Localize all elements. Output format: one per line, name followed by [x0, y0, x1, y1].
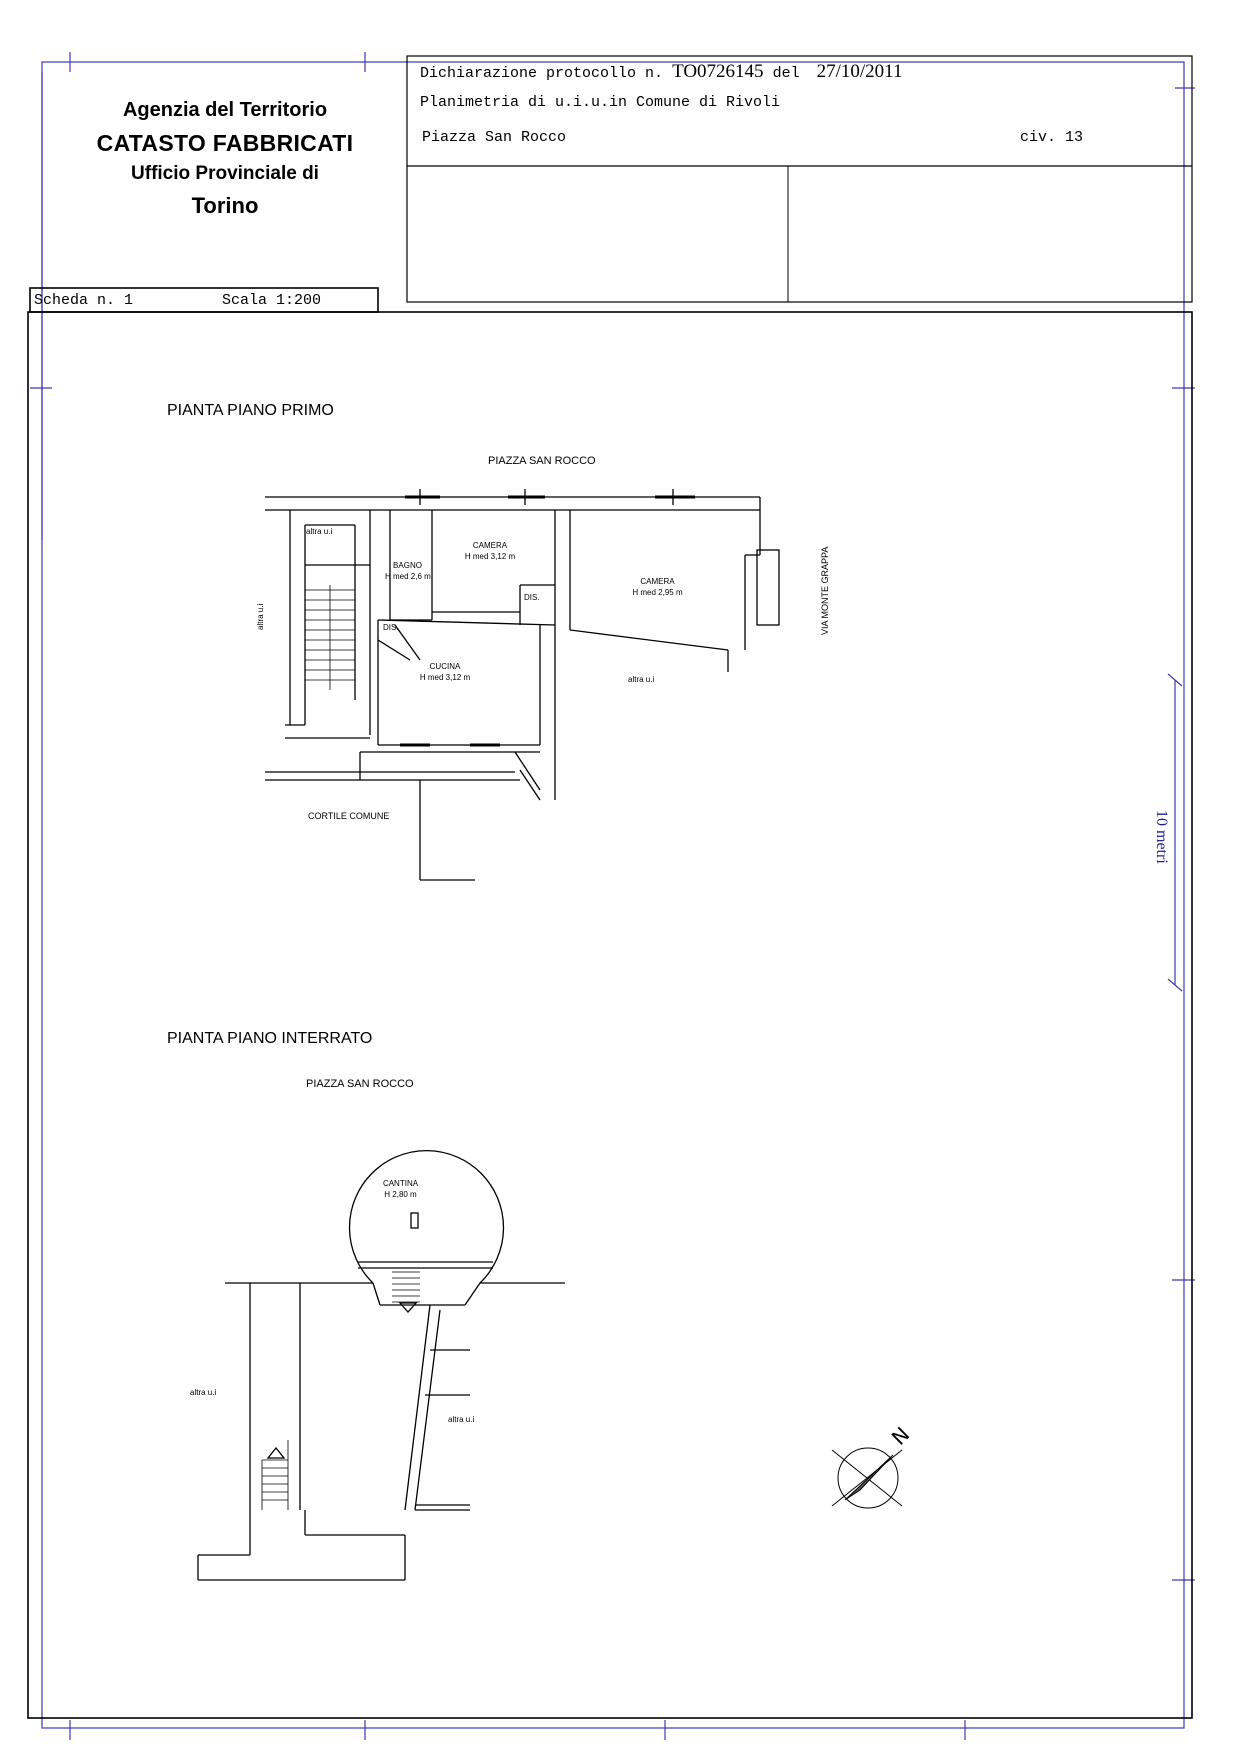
other-unit-label: altra u.i [448, 1415, 475, 1424]
basement-street-top: PIAZZA SAN ROCCO [306, 1078, 414, 1090]
room-cucina [410, 661, 480, 683]
plan-description: Planimetria di u.i.u.in Comune di Rivoli [420, 94, 781, 111]
first-floor-street-side: VIA MONTE GRAPPA [820, 546, 830, 635]
sheet-number: Scheda n. 1 [34, 292, 134, 309]
room-name: CAMERA [472, 541, 508, 550]
first-floor-courtyard: CORTILE COMUNE [308, 811, 390, 821]
other-unit-label: altra u.i [628, 675, 655, 684]
plan-civic-number: civ. 13 [1020, 129, 1084, 146]
declaration-line [420, 61, 902, 83]
declaration-number: TO0726145 [672, 61, 764, 82]
other-unit-label: altra u.i [190, 1388, 217, 1397]
north-arrow-label: N [886, 1422, 915, 1450]
other-unit-label: altra u.i [256, 603, 265, 630]
room-name: CUCINA [429, 662, 461, 671]
scale-bar-label: 10 metri [1153, 810, 1170, 864]
room-dis-1: DIS. [383, 623, 399, 632]
agency-name: Agenzia del Territorio [122, 99, 328, 121]
first-floor-street-top: PIAZZA SAN ROCCO [488, 455, 596, 467]
plan-address: Piazza San Rocco [422, 129, 567, 146]
other-unit-label: altra u.i [306, 527, 333, 536]
header-boxes [28, 56, 1192, 1718]
declaration-label: Dichiarazione protocollo n. [420, 65, 664, 82]
room-height: H med 3,12 m [464, 552, 516, 561]
agency-office: Ufficio Provinciale di [131, 163, 319, 184]
room-name: CAMERA [640, 577, 675, 586]
room-camera-1 [455, 540, 525, 562]
room-name: CANTINA [382, 1179, 419, 1188]
agency-department: CATASTO FABBRICATI [96, 130, 354, 156]
agency-city: Torino [191, 193, 259, 218]
declaration-date: 27/10/2011 [816, 61, 903, 82]
room-dis-2: DIS. [524, 593, 540, 602]
declaration-date-label: del [772, 65, 800, 82]
room-cantina [378, 1178, 423, 1200]
north-arrow-symbol [832, 1448, 902, 1508]
room-name: BAGNO [393, 561, 422, 570]
sheet-scale: Scala 1:200 [222, 292, 322, 309]
outer-frame [30, 52, 1195, 1740]
room-camera-2 [620, 576, 695, 598]
room-height: H med 2,95 m [632, 588, 683, 597]
basement-title: PIANTA PIANO INTERRATO [167, 1030, 373, 1047]
room-height: H med 3,12 m [419, 673, 471, 682]
scale-bar [1168, 674, 1182, 991]
first-floor-title: PIANTA PIANO PRIMO [167, 402, 334, 419]
basement-plan [198, 1151, 565, 1580]
room-height: H 2,80 m [384, 1190, 417, 1199]
room-height: H med 2,6 m [385, 572, 431, 581]
room-bagno [385, 560, 430, 582]
